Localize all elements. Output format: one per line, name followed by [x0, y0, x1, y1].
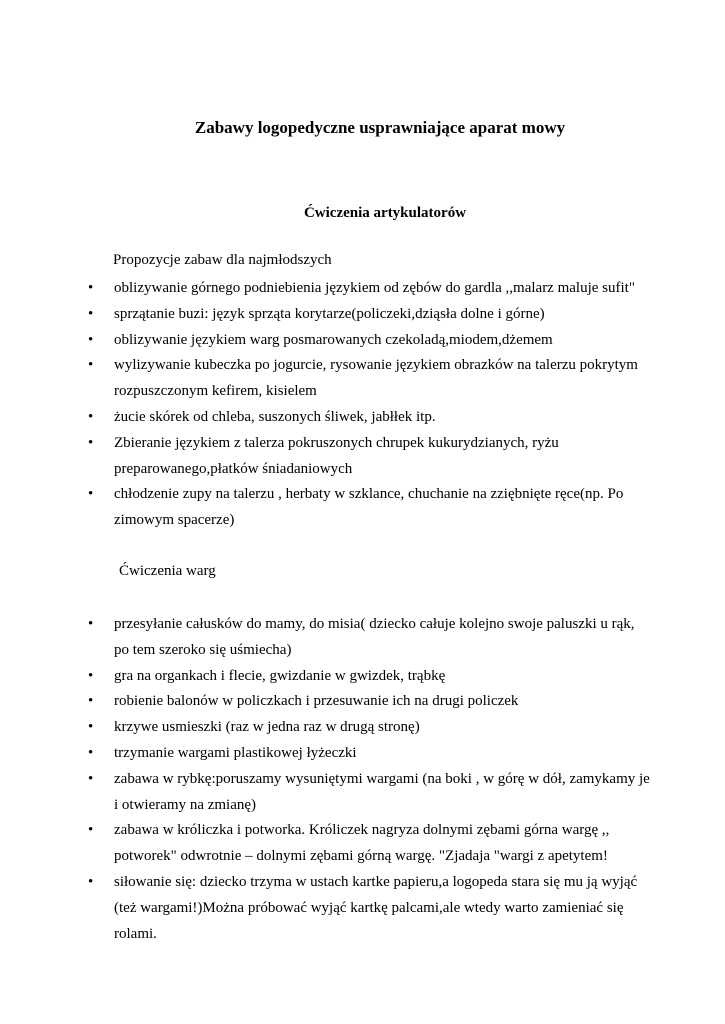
list-item: • gra na organkach i flecie, gwizdanie w gwizdek, trąbkę — [0, 664, 725, 690]
bullet-icon: • — [88, 693, 94, 710]
bullet-icon: • — [88, 486, 94, 503]
document-subtitle: Ćwiczenia artykulatorów — [303, 205, 467, 221]
bullet-icon: • — [88, 434, 94, 451]
section1-list — [0, 276, 725, 534]
list-item: • krzywe usmieszki (raz w jedna raz w drugą stronę) — [0, 715, 725, 741]
bullet-icon: • — [88, 357, 94, 374]
bullet-icon: • — [88, 305, 94, 322]
section2-list — [0, 612, 725, 947]
bullet-icon: • — [88, 408, 94, 425]
list-item: • wylizywanie kubeczka po jogurcie, rysowanie językiem obrazków na talerzu pokrytym rozpuszczonym kefirem, kisielem — [0, 353, 725, 405]
bullet-icon: • — [88, 770, 94, 787]
list-item: • oblizywanie górnego podniebienia językiem od zębów do gardla ,,malarz maluje sufit" — [0, 276, 725, 302]
list-item: • sprzątanie buzi: język sprząta korytarze(policzeki,dziąsła dolne i górne) — [0, 302, 725, 328]
section1-heading: Propozycje zabaw dla najmłodszych — [113, 252, 332, 268]
bullet-icon: • — [88, 280, 94, 296]
bullet-icon: • — [88, 331, 94, 348]
bullet-icon: • — [88, 616, 94, 632]
list-item: • zabawa w króliczka i potworka. Króliczek nagryza dolnymi zębami górna wargę ,, potworek" odwrotnie – dolnymi zębami górną wargę. "Zjadaja "wargi z apetytem! — [0, 818, 725, 870]
bullet-icon: • — [88, 822, 94, 839]
list-item: • trzymanie wargami plastikowej łyżeczki — [0, 741, 725, 767]
list-item: • żucie skórek od chleba, suszonych śliwek, jabłłek itp. — [0, 405, 725, 431]
list-item: • przesyłanie całusków do mamy, do misia( dziecko całuje kolejno swoje paluszki u rąk, po tem szeroko się uśmiecha) — [0, 612, 725, 664]
bullet-icon: • — [88, 744, 94, 761]
list-item: • robienie balonów w policzkach i przesuwanie ich na drugi policzek — [0, 689, 725, 715]
list-item: • zabawa w rybkę:poruszamy wysuniętymi wargami (na boki , w górę w dół, zamykamy je i otwieramy na zmianę) — [0, 767, 725, 819]
document-title: Zabawy logopedyczne usprawniające aparat mowy — [194, 118, 566, 137]
bullet-icon: • — [88, 719, 94, 736]
section2-heading: Ćwiczenia warg — [119, 563, 216, 579]
list-item: • Zbieranie językiem z talerza pokruszonych chrupek kukurydzianych, ryżu preparowanego,płatków śniadaniowych — [0, 431, 725, 483]
bullet-icon: • — [88, 873, 94, 890]
list-item: • chłodzenie zupy na talerzu , herbaty w szklance, chuchanie na zziębnięte ręce(np. Po zimowym spacerze) — [0, 482, 725, 534]
list-item: • siłowanie się: dziecko trzyma w ustach kartke papieru,a logopeda stara się mu ją wyjąć (też wargami!)Można próbować wyjąć kartkę palcami,ale wtedy warto zamieniać się rolami. — [0, 870, 725, 947]
list-item: • oblizywanie językiem warg posmarowanych czekoladą,miodem,dżemem — [0, 328, 725, 354]
bullet-icon: • — [88, 667, 94, 684]
